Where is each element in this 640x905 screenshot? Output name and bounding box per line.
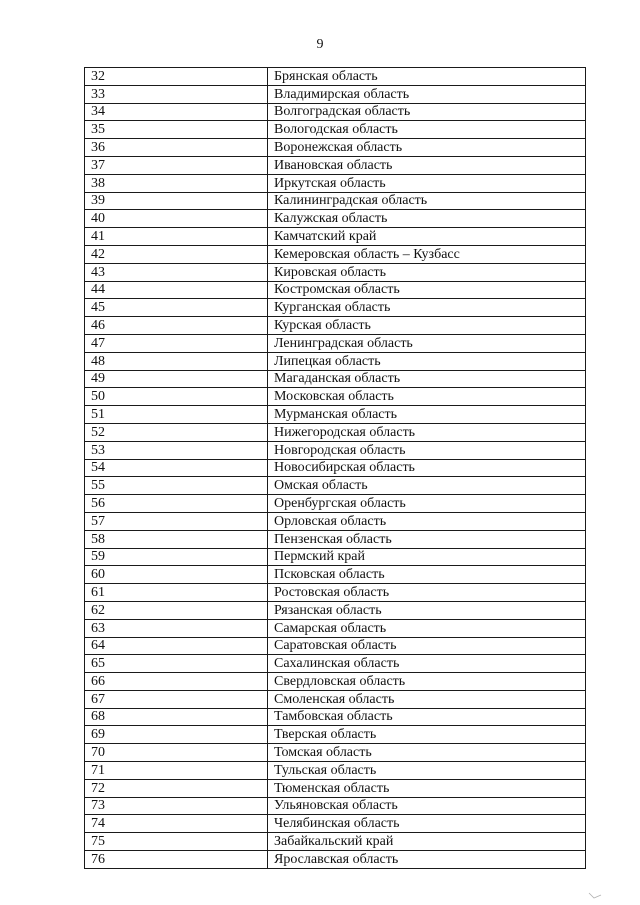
table-row [85,263,586,281]
region-code-cell: 75 [85,833,268,851]
region-code-cell: 60 [85,566,268,584]
region-name-cell: Пермский край [268,548,586,566]
table-row [85,139,586,157]
region-code-cell: 38 [85,174,268,192]
region-code-cell: 69 [85,726,268,744]
region-code-cell: 50 [85,388,268,406]
table-row [85,833,586,851]
region-code-cell: 48 [85,352,268,370]
regions-table-body [85,68,586,869]
region-name-cell: Ульяновская область [268,797,586,815]
region-code-cell: 41 [85,228,268,246]
table-row [85,779,586,797]
table-row [85,690,586,708]
table-row [85,441,586,459]
table-row [85,85,586,103]
table-row [85,210,586,228]
region-name-cell: Липецкая область [268,352,586,370]
region-name-cell: Ленинградская область [268,334,586,352]
table-row [85,584,586,602]
table-row [85,477,586,495]
region-name-cell: Тверская область [268,726,586,744]
region-code-cell: 67 [85,690,268,708]
region-name-cell: Костромская область [268,281,586,299]
table-row [85,637,586,655]
region-code-cell: 39 [85,192,268,210]
region-name-cell: Калининградская область [268,192,586,210]
region-code-cell: 70 [85,744,268,762]
region-code-cell: 51 [85,406,268,424]
region-code-cell: 47 [85,334,268,352]
region-code-cell: 76 [85,851,268,869]
region-code-cell: 62 [85,601,268,619]
region-name-cell: Волгоградская область [268,103,586,121]
table-row [85,548,586,566]
region-name-cell: Иркутская область [268,174,586,192]
region-name-cell: Тамбовская область [268,708,586,726]
table-row [85,530,586,548]
region-code-cell: 53 [85,441,268,459]
region-code-cell: 46 [85,317,268,335]
table-row [85,388,586,406]
region-name-cell: Тульская область [268,762,586,780]
table-row [85,423,586,441]
table-row [85,495,586,513]
table-row [85,655,586,673]
region-code-cell: 35 [85,121,268,139]
table-row [85,459,586,477]
region-name-cell: Воронежская область [268,139,586,157]
region-code-cell: 74 [85,815,268,833]
region-code-cell: 55 [85,477,268,495]
region-name-cell: Мурманская область [268,406,586,424]
region-code-cell: 57 [85,512,268,530]
region-name-cell: Калужская область [268,210,586,228]
table-row [85,566,586,584]
region-name-cell: Самарская область [268,619,586,637]
region-code-cell: 68 [85,708,268,726]
region-name-cell: Владимирская область [268,85,586,103]
region-code-cell: 37 [85,156,268,174]
region-code-cell: 44 [85,281,268,299]
table-row [85,228,586,246]
region-name-cell: Новгородская область [268,441,586,459]
table-row [85,68,586,86]
table-row [85,121,586,139]
region-name-cell: Рязанская область [268,601,586,619]
table-row [85,334,586,352]
table-row [85,281,586,299]
region-name-cell: Кировская область [268,263,586,281]
table-row [85,406,586,424]
region-name-cell: Томская область [268,744,586,762]
region-name-cell: Псковская область [268,566,586,584]
region-code-cell: 43 [85,263,268,281]
region-name-cell: Московская область [268,388,586,406]
table-row [85,156,586,174]
region-code-cell: 71 [85,762,268,780]
region-name-cell: Нижегородская область [268,423,586,441]
table-row [85,797,586,815]
region-name-cell: Ростовская область [268,584,586,602]
region-code-cell: 58 [85,530,268,548]
table-row [85,174,586,192]
table-row [85,851,586,869]
region-code-cell: 64 [85,637,268,655]
region-name-cell: Курганская область [268,299,586,317]
region-code-cell: 73 [85,797,268,815]
region-name-cell: Орловская область [268,512,586,530]
region-code-cell: 36 [85,139,268,157]
region-name-cell: Челябинская область [268,815,586,833]
region-name-cell: Камчатский край [268,228,586,246]
table-row [85,103,586,121]
region-code-cell: 56 [85,495,268,513]
table-row [85,192,586,210]
region-name-cell: Забайкальский край [268,833,586,851]
region-code-cell: 59 [85,548,268,566]
region-name-cell: Ивановская область [268,156,586,174]
table-row [85,299,586,317]
region-code-cell: 42 [85,245,268,263]
table-row [85,512,586,530]
region-code-cell: 66 [85,673,268,691]
table-row [85,673,586,691]
region-name-cell: Саратовская область [268,637,586,655]
region-name-cell: Сахалинская область [268,655,586,673]
region-code-cell: 65 [85,655,268,673]
region-code-cell: 54 [85,459,268,477]
region-name-cell: Вологодская область [268,121,586,139]
table-row [85,815,586,833]
region-name-cell: Брянская область [268,68,586,86]
table-row [85,601,586,619]
region-name-cell: Смоленская область [268,690,586,708]
region-code-cell: 63 [85,619,268,637]
table-row [85,352,586,370]
region-code-cell: 52 [85,423,268,441]
region-name-cell: Кемеровская область – Кузбасс [268,245,586,263]
region-name-cell: Омская область [268,477,586,495]
region-code-cell: 61 [85,584,268,602]
region-code-cell: 34 [85,103,268,121]
region-name-cell: Ярославская область [268,851,586,869]
table-row [85,245,586,263]
region-code-cell: 32 [85,68,268,86]
region-name-cell: Магаданская область [268,370,586,388]
table-row [85,744,586,762]
table-row [85,370,586,388]
region-name-cell: Пензенская область [268,530,586,548]
region-name-cell: Оренбургская область [268,495,586,513]
region-code-cell: 72 [85,779,268,797]
table-row [85,708,586,726]
page-number: 9 [316,37,324,52]
table-row [85,762,586,780]
region-name-cell: Свердловская область [268,673,586,691]
region-code-cell: 33 [85,85,268,103]
region-code-cell: 45 [85,299,268,317]
regions-table [84,67,586,869]
table-row [85,619,586,637]
region-name-cell: Курская область [268,317,586,335]
table-row [85,317,586,335]
region-code-cell: 49 [85,370,268,388]
scan-mark-icon [588,892,602,900]
region-name-cell: Тюменская область [268,779,586,797]
region-name-cell: Новосибирская область [268,459,586,477]
region-code-cell: 40 [85,210,268,228]
table-row [85,726,586,744]
